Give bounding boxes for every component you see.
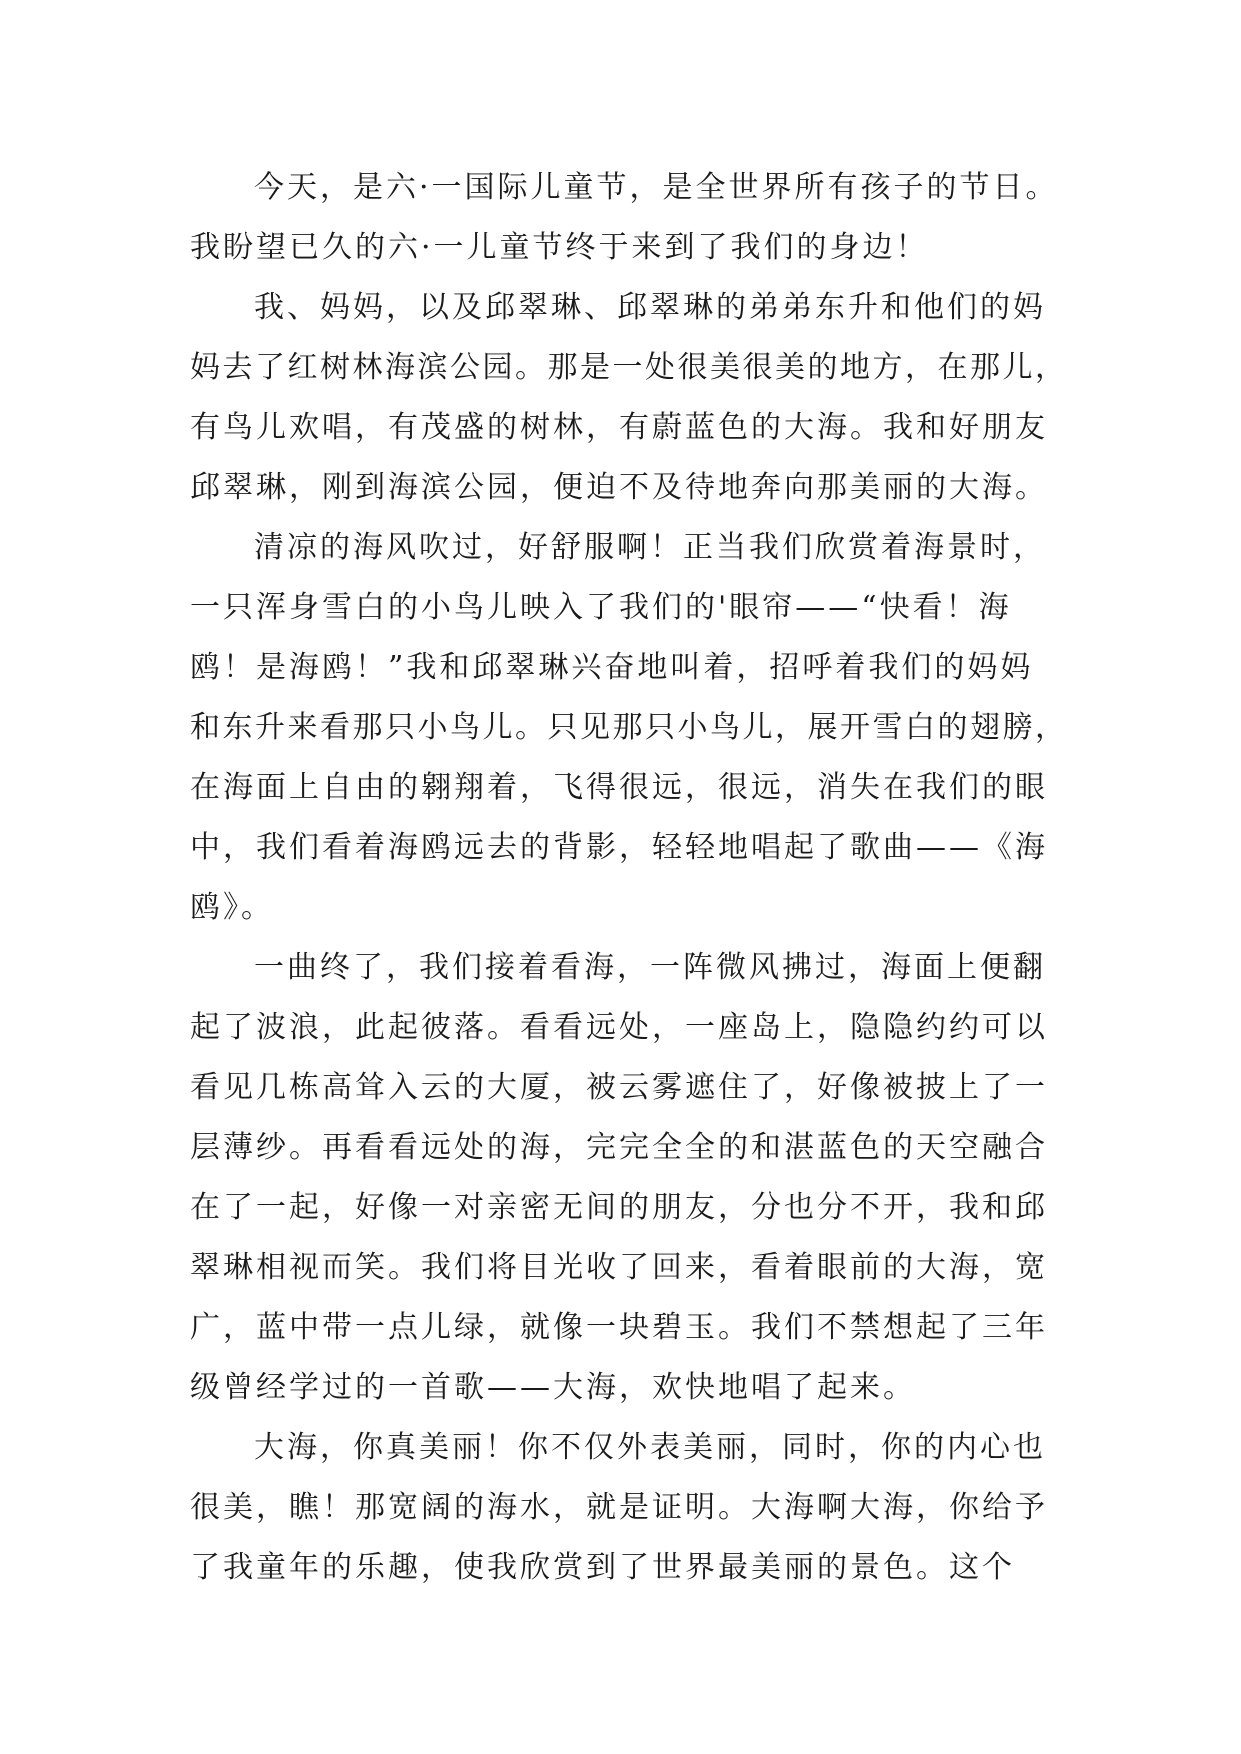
- text-line: 一曲终了，我们接着看海，一阵微风拂过，海面上便翻: [254, 950, 1046, 985]
- text-line: 一只浑身雪白的小鸟儿映入了我们的'眼帘——“快看！海: [190, 590, 1012, 625]
- text-line: 妈去了红树林海滨公园。那是一处很美很美的地方，在那儿，: [190, 350, 1068, 385]
- text-line: 了我童年的乐趣，使我欣赏到了世界最美丽的景色。这个: [190, 1550, 1015, 1585]
- text-line: 看见几栋高耸入云的大厦，被云雾遮住了，好像被披上了一: [190, 1070, 1048, 1105]
- text-line: 中，我们看着海鸥远去的背影，轻轻地唱起了歌曲——《海: [190, 830, 1048, 865]
- text-line: 我盼望已久的六·一儿童节终于来到了我们的身边！: [190, 230, 929, 265]
- text-line: 大海，你真美丽！你不仅外表美丽，同时，你的内心也: [254, 1430, 1046, 1465]
- text-line: 在了一起，好像一对亲密无间的朋友，分也分不开，我和邱: [190, 1190, 1048, 1225]
- text-line: 鸥！是海鸥！”我和邱翠琳兴奋地叫着，招呼着我们的妈妈: [190, 650, 1034, 685]
- text-line: 邱翠琳，刚到海滨公园，便迫不及待地奔向那美丽的大海。: [190, 470, 1048, 505]
- text-line: 我、妈妈，以及邱翠琳、邱翠琳的弟弟东升和他们的妈: [254, 290, 1046, 325]
- text-line: 级曾经学过的一首歌——大海，欢快地唱了起来。: [190, 1370, 916, 1405]
- text-line: 层薄纱。再看看远处的海，完完全全的和湛蓝色的天空融合: [190, 1130, 1048, 1165]
- text-line: 清凉的海风吹过，好舒服啊！正当我们欣赏着海景时，: [254, 530, 1046, 565]
- text-line: 在海面上自由的翱翔着，飞得很远，很远，消失在我们的眼: [190, 770, 1048, 805]
- text-line: 鸥》。: [190, 890, 274, 925]
- text-line: 今天，是六·一国际儿童节，是全世界所有孩子的节日。: [254, 170, 1059, 205]
- text-line: 很美，瞧！那宽阔的海水，就是证明。大海啊大海，你给予: [190, 1490, 1048, 1525]
- text-line: 广，蓝中带一点儿绿，就像一块碧玉。我们不禁想起了三年: [190, 1310, 1048, 1345]
- text-line: 起了波浪，此起彼落。看看远处，一座岛上，隐隐约约可以: [190, 1010, 1048, 1045]
- essay-body: [190, 158, 1070, 1598]
- text-line: 有鸟儿欢唱，有茂盛的树林，有蔚蓝色的大海。我和好朋友: [190, 410, 1048, 445]
- text-line: 翠琳相视而笑。我们将目光收了回来，看着眼前的大海，宽: [190, 1250, 1048, 1285]
- text-line: 和东升来看那只小鸟儿。只见那只小鸟儿，展开雪白的翅膀，: [190, 710, 1068, 745]
